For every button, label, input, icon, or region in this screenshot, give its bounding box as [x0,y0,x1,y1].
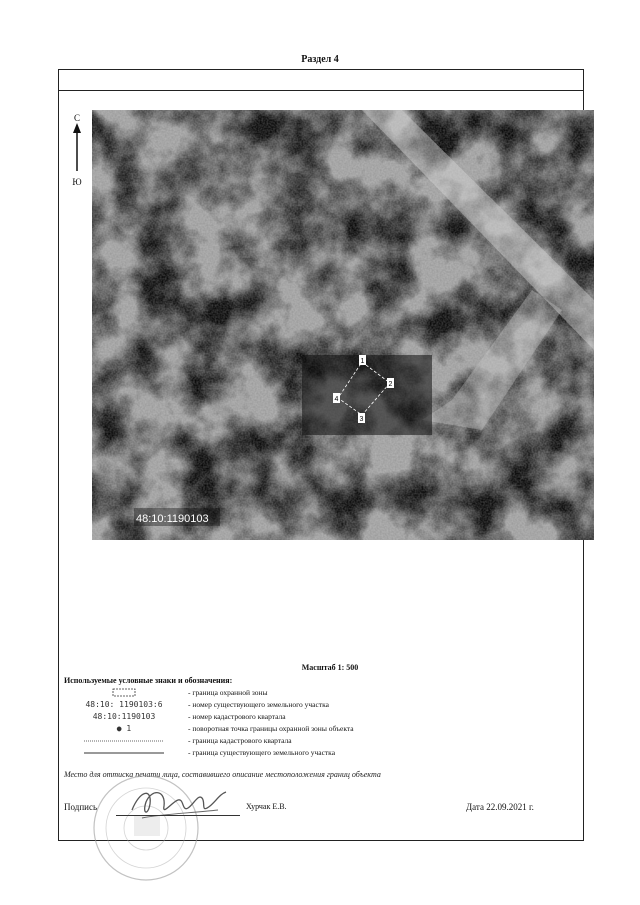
svg-text:48:10:1190103: 48:10:1190103 [136,513,209,525]
map-canvas [92,110,594,540]
north-arrow [70,113,84,193]
quarter-boundary-symbol [64,736,184,745]
svg-text:4: 4 [334,396,339,403]
section-title: Раздел 4 [301,54,339,65]
legend-desc: - номер существующего земельного участка [188,700,329,709]
legend-desc: - граница кадастрового квартала [188,736,292,745]
svg-text:3: 3 [359,416,364,423]
frame-divider [58,90,584,91]
signature-label: Подпись [64,802,98,812]
legend-desc: - граница охранной зоны [188,688,268,697]
north-arrow-icon [70,123,84,173]
legend-item-quarter-number [64,712,504,724]
protection-zone-symbol [64,688,184,697]
legend-item-protection-zone [64,688,504,700]
legend-symbol: 48:10: 1190103:6 [85,700,163,709]
satellite-map[interactable] [92,110,594,540]
handwritten-signature [122,780,232,825]
scale-text: Масштаб 1: 500 [301,663,359,672]
signature-underline [116,815,240,816]
turning-point-4 [333,393,340,403]
legend-desc: - поворотная точка границы охранной зоны объекта [188,724,354,733]
signature-date: Дата 22.09.2021 г. [466,802,534,812]
legend-item-plot-boundary [64,748,504,760]
legend-item-land-plot-number [64,700,504,712]
cadastral-quarter-label [134,508,220,526]
signer-name: Хурчак Е.В. [246,802,287,811]
legend-item-quarter-boundary [64,736,504,748]
legend-item-turning-point [64,724,504,736]
legend-title: Используемые условные знаки и обозначения: [64,676,233,685]
plot-boundary-symbol [64,748,184,757]
north-label: С [73,113,80,123]
turning-point-3 [358,413,365,423]
south-label: Ю [72,177,82,187]
stamp-place-note: Место для оттиска печати лица, составившего описание местоположения границ объекта [64,770,381,779]
legend-desc: - номер кадастрового квартала [188,712,286,721]
legend-symbol: 48:10:1190103 [92,712,156,721]
turning-point-1 [359,355,366,365]
svg-text:1: 1 [360,358,365,365]
legend-desc: - граница существующего земельного участка [188,748,336,757]
turning-point-symbol: ● 1 [116,724,132,733]
svg-text:2: 2 [388,381,393,388]
turning-point-2 [387,378,394,388]
